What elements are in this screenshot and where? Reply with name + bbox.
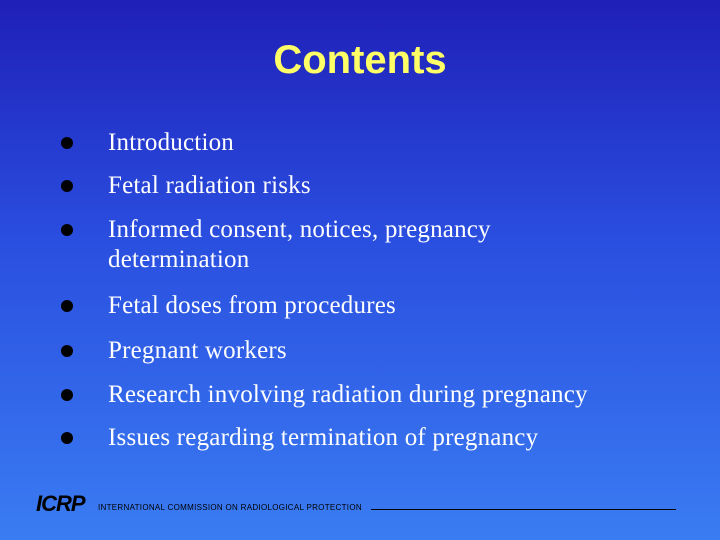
- bullet-text: Issues regarding termination of pregnancy: [108, 424, 539, 451]
- bullet-icon: [61, 180, 73, 192]
- bullet-icon: [61, 224, 73, 236]
- organization-name: INTERNATIONAL COMMISSION ON RADIOLOGICAL PROTECTION: [98, 503, 362, 512]
- bullet-icon: [61, 137, 73, 149]
- bullet-icon: [61, 300, 73, 312]
- bullet-text: Pregnant workers: [108, 337, 287, 364]
- bullet-text: Fetal radiation risks: [108, 172, 311, 199]
- bullet-icon: [61, 345, 73, 357]
- bullet-icon: [61, 389, 73, 401]
- bullet-icon: [61, 432, 73, 444]
- icrp-logo: ICRP: [36, 491, 85, 516]
- bullet-text: Introduction: [108, 129, 234, 156]
- bullet-text: Fetal doses from procedures: [108, 292, 396, 319]
- bullet-text: Informed consent, notices, pregnancy determination: [108, 216, 491, 273]
- footer: [36, 492, 686, 516]
- footer-divider: [371, 509, 676, 510]
- slide-title: Contents: [273, 38, 447, 82]
- bullet-text: Research involving radiation during pregnancy: [108, 381, 588, 408]
